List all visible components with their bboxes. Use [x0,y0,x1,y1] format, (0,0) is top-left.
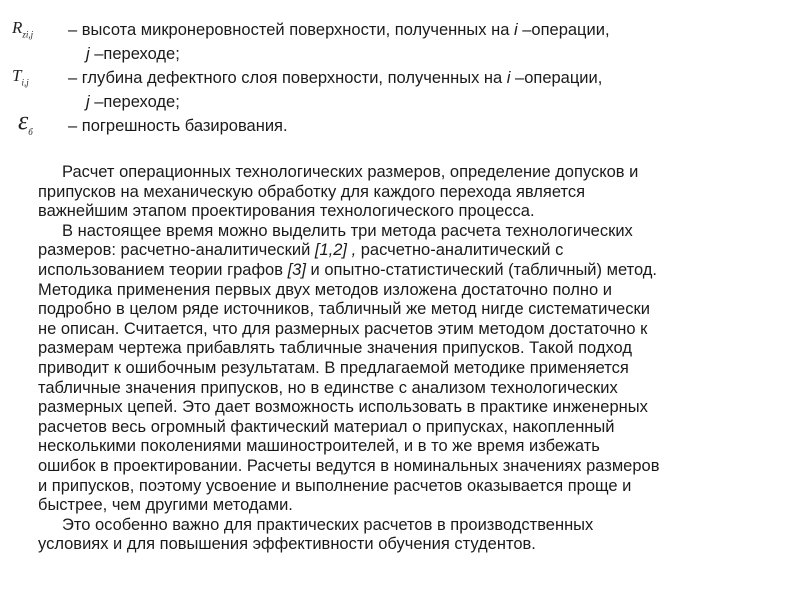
text-line: табличные значения припусков, но в единстве с анализом технологических [38,378,618,397]
definition-text: j –переходе; [86,93,180,111]
definition-text: – погрешность базирования. [68,117,288,135]
main-text [38,163,788,555]
paragraph-2 [38,222,788,516]
definition-text: j –переходе; [86,45,180,63]
definitions-list [0,18,800,138]
text-line: использованием теории графов [3] и опытно-статистический (табличный) метод. [38,260,657,279]
definition-t [0,66,800,90]
text-line: размерных цепей. Это дает возможность использовать в практике инженерных [38,398,648,417]
text-line: важнейшим этапом проектирования технологического процесса. [38,202,535,221]
paragraph-3 [38,516,788,555]
text-line: подробно в целом ряде источников, табличный же метод нигде систематически [38,300,650,319]
definition-r [0,18,800,42]
text-line: не описан. Считается, что для размерных расчетов этим методом достаточно к [38,319,648,338]
text-line: размерам чертежа прибавлять табличные значения припусков. Такой подход [38,339,632,358]
definition-t-continued [0,90,800,114]
definition-text: – глубина дефектного слоя поверхности, полученных на i –операции, [68,69,603,87]
symbol-r: $R_{zi,j}$ [12,18,34,40]
text-line: приводит к ошибочным результатам. В предлагаемой методике применяется [38,358,629,377]
text-line: Методика применения первых двух методов изложена достаточно полно и [38,280,612,299]
text-line: расчетов весь огромный фактический материал о припусках, накопленный [38,417,615,436]
symbol-epsilon: $\varepsilon_б$ [18,106,33,138]
reference: [3] [287,260,306,279]
text-line: быстрее, чем другими методами. [38,496,293,515]
text-line: размеров: расчетно-аналитический [1,2] , расчетно-аналитический с [38,241,564,260]
text-line: несколькими поколениями машиностроителей, и в то же время избежать [38,437,600,456]
text-line: В настоящее время можно выделить три метода расчета технологических [62,221,633,240]
definition-r-continued [0,42,800,66]
text-line: Это особенно важно для практических расчетов в производственных [62,515,594,534]
text-line: ошибок в проектировании. Расчеты ведутся в номинальных значениях размеров [38,456,660,475]
definition-text: – высота микронеровностей поверхности, полученных на i –операции, [68,21,610,39]
paragraph-1 [38,163,788,222]
text-line: и припусков, поэтому усвоение и выполнение расчетов оказывается проще и [38,476,632,495]
text-line: условиях и для повышения эффективности обучения студентов. [38,535,536,554]
definition-epsilon [0,106,800,138]
reference: [1,2] , [314,241,357,260]
text-line: Расчет операционных технологических размеров, определение допусков и [62,163,639,181]
symbol-t: $T_{i,j}$ [12,66,29,88]
text-line: припусков на механическую обработку для каждого перехода является [38,182,586,201]
